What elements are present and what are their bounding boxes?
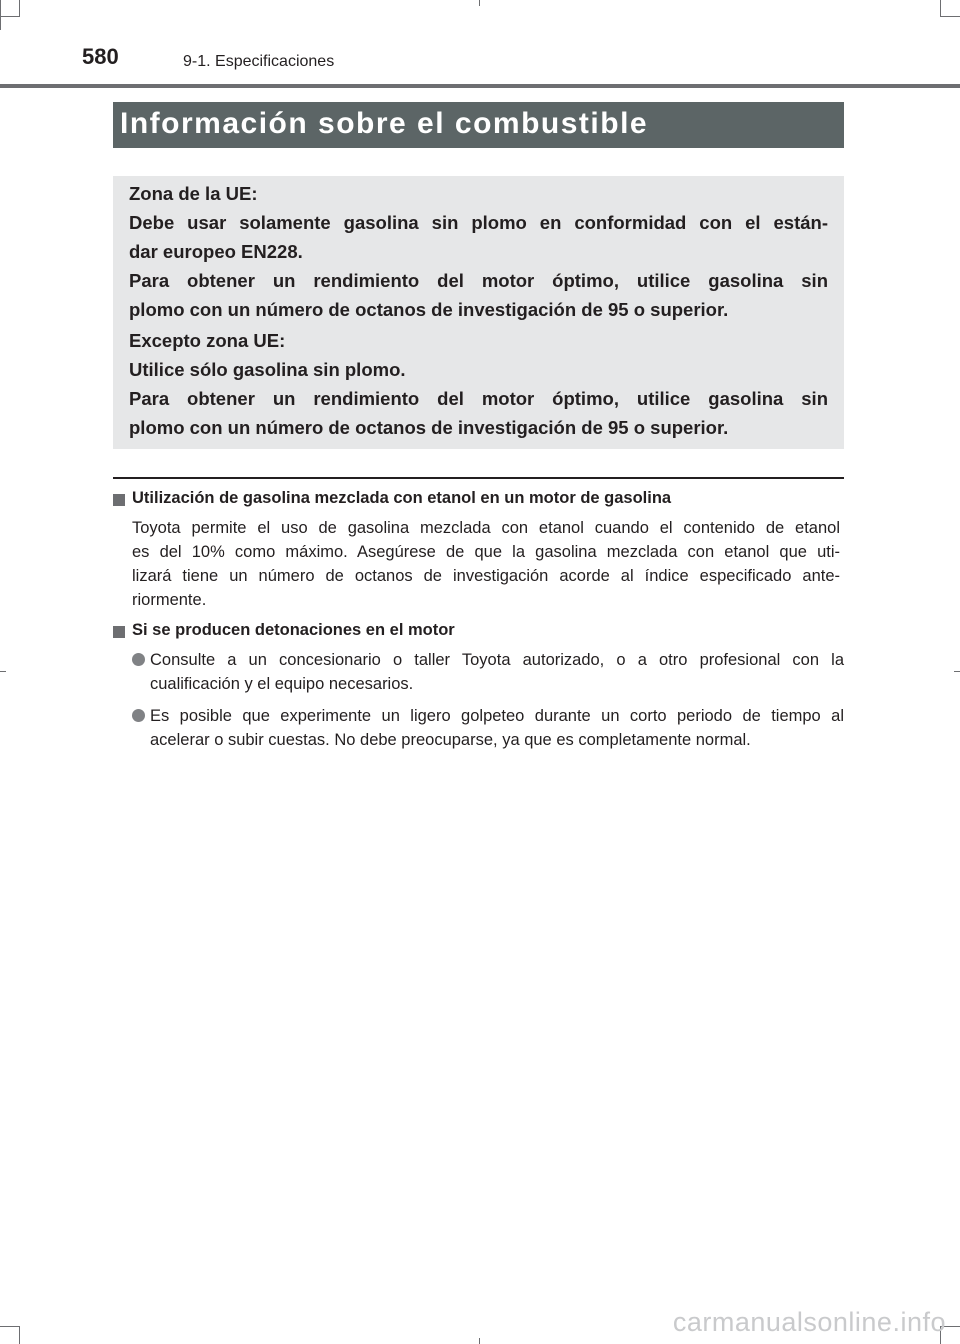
box-line: dar europeo EN228. (129, 241, 303, 262)
crop-mark (19, 1326, 20, 1344)
ethanol-paragraph (132, 516, 840, 612)
eu-zone-block (129, 179, 828, 324)
crop-mark (0, 0, 1, 30)
page-number: 580 (82, 44, 119, 69)
para-line: acelerar o subir cuestas. No debe preocuparse, ya que es completamente normal. (150, 731, 751, 749)
ethanol-heading: Utilización de gasolina mezclada con etanol en un motor de gasolina (132, 489, 672, 507)
box-line: Zona de la UE: (129, 183, 258, 204)
box-line: plomo con un número de octanos de investigación de 95 o superior. (129, 417, 729, 438)
box-line: plomo con un número de octanos de investigación de 95 o superior. (129, 299, 729, 320)
page-title: Información sobre el combustible (120, 107, 649, 140)
watermark: carmanualsonline.info (672, 1307, 946, 1337)
box-line: Debe usar solamente gasolina sin plomo en conformidad con el están- (129, 212, 828, 233)
crop-mark (0, 671, 6, 672)
para-line: Consulte a un concesionario o taller Toyota autorizado, o a otro profesional con la (150, 651, 844, 669)
knock-heading: Si se producen detonaciones en el motor (132, 621, 455, 639)
round-bullet-icon (132, 653, 145, 666)
para-line: riormente. (132, 591, 207, 609)
box-line: Para obtener un rendimiento del motor óptimo, utilice gasolina sin (129, 388, 828, 409)
round-bullet-icon (132, 709, 145, 722)
box-line: Excepto zona UE: (129, 330, 286, 351)
fuel-info-box (113, 176, 844, 449)
box-line: Para obtener un rendimiento del motor óptimo, utilice gasolina sin (129, 270, 828, 291)
crop-mark (940, 16, 960, 17)
para-line: cualificación y el equipo necesarios. (150, 675, 414, 693)
knock-item (150, 648, 844, 696)
header-rule (0, 84, 960, 88)
para-line: lizará tiene un número de octanos de investigación acorde al índice especificado ante- (132, 567, 840, 585)
para-line: Toyota permite el uso de gasolina mezclada con etanol cuando el contenido de etanol (132, 519, 840, 537)
crop-mark (940, 0, 941, 16)
crop-mark (479, 0, 480, 6)
crop-mark (479, 1338, 480, 1344)
square-bullet-icon (113, 494, 125, 506)
section-divider (113, 477, 844, 479)
crop-mark (0, 1326, 20, 1327)
crop-mark (19, 0, 20, 16)
non-eu-zone-block (129, 326, 828, 442)
crop-mark (954, 671, 960, 672)
section-label: 9-1. Especificaciones (183, 53, 335, 70)
knock-item (150, 704, 844, 752)
para-line: es del 10% como máximo. Asegúrese de que la gasolina mezclada con etanol que uti- (132, 543, 840, 561)
crop-mark (0, 16, 20, 17)
box-line: Utilice sólo gasolina sin plomo. (129, 359, 406, 380)
square-bullet-icon (113, 626, 125, 638)
para-line: Es posible que experimente un ligero golpeteo durante un corto periodo de tiempo al (150, 707, 844, 725)
